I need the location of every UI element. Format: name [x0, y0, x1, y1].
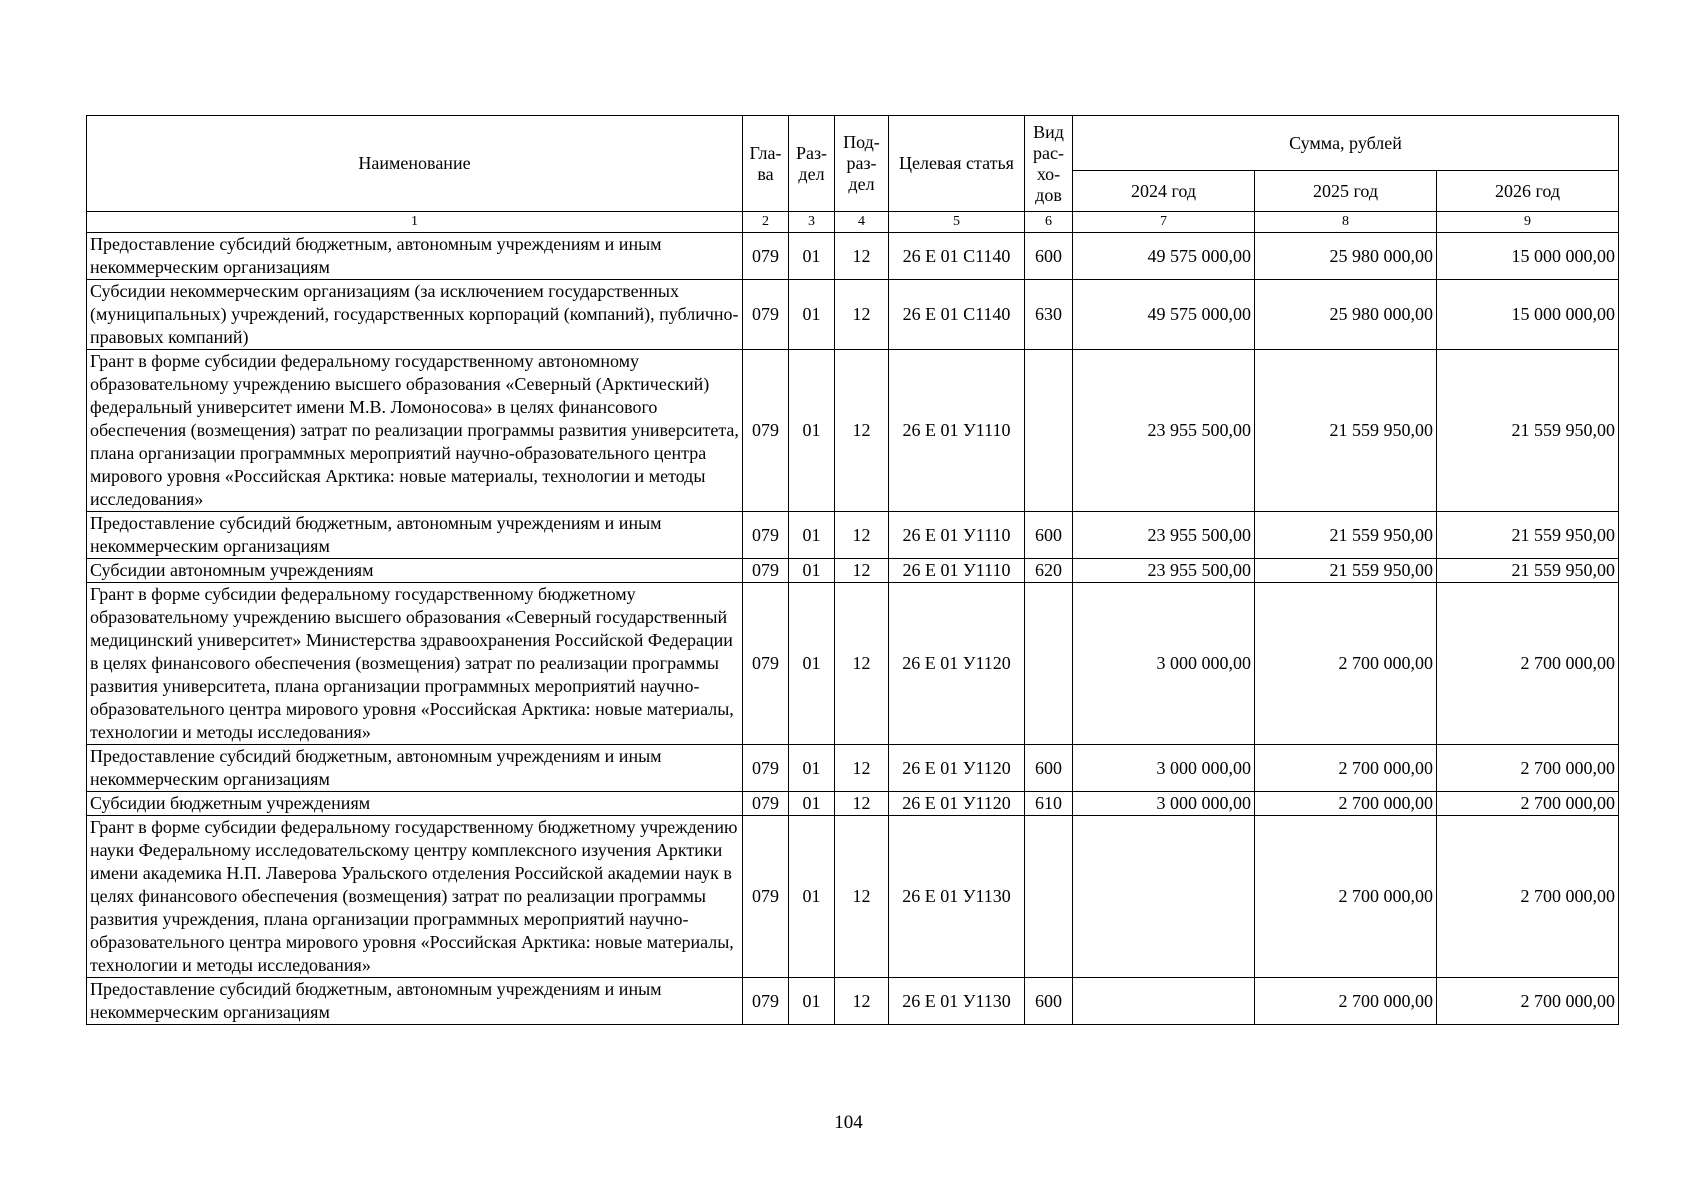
cell-razdel: 01 — [789, 583, 835, 745]
cell-amount-2026: 15 000 000,00 — [1437, 233, 1619, 280]
header-sum: Сумма, рублей — [1073, 116, 1619, 171]
cell-amount-2026: 2 700 000,00 — [1437, 745, 1619, 792]
table-row — [87, 792, 1619, 816]
table-row — [87, 280, 1619, 350]
table-row — [87, 745, 1619, 792]
cell-expense-type: 620 — [1025, 559, 1073, 583]
cell-name: Грант в форме субсидии федеральному государственному автономному образовательному учреждению высшего образования «Северный (Арктический) федеральный университет имени М.В. Ломоносова» в целях финансового обеспечения (возмещения) затрат по реализации программы развития университета, плана организации программных мероприятий научно-образовательного центра мирового уровня «Российская Арктика: новые материалы, технологии и методы исследования» — [87, 350, 743, 512]
cell-razdel: 01 — [789, 559, 835, 583]
cell-amount-2025: 2 700 000,00 — [1255, 583, 1437, 745]
column-number: 2 — [743, 212, 789, 233]
cell-amount-2026: 15 000 000,00 — [1437, 280, 1619, 350]
cell-podrazdel: 12 — [835, 350, 889, 512]
cell-name: Предоставление субсидий бюджетным, автономным учреждениям и иным некоммерческим организациям — [87, 745, 743, 792]
cell-expense-type — [1025, 583, 1073, 745]
cell-target-article: 26 Е 01 С1140 — [889, 233, 1025, 280]
column-number: 1 — [87, 212, 743, 233]
table-row — [87, 816, 1619, 978]
cell-name: Предоставление субсидий бюджетным, автономным учреждениям и иным некоммерческим организациям — [87, 512, 743, 559]
cell-amount-2024 — [1073, 978, 1255, 1025]
cell-glava: 079 — [743, 280, 789, 350]
cell-amount-2026: 21 559 950,00 — [1437, 350, 1619, 512]
cell-amount-2025: 2 700 000,00 — [1255, 792, 1437, 816]
cell-glava: 079 — [743, 233, 789, 280]
cell-name: Грант в форме субсидии федеральному государственному бюджетному учреждению науки Федеральному исследовательскому центру комплексного изучения Арктики имени академика Н.П. Лаверова Уральского отделения Российской академии наук в целях финансового обеспечения (возмещения) затрат по реализации программы развития учреждения, плана организации программных мероприятий научно-образовательного центра мирового уровня «Российская Арктика: новые материалы, технологии и методы исследования» — [87, 816, 743, 978]
budget-table-sheet — [86, 115, 1618, 1025]
cell-amount-2026: 21 559 950,00 — [1437, 512, 1619, 559]
cell-amount-2024: 23 955 500,00 — [1073, 559, 1255, 583]
column-number: 4 — [835, 212, 889, 233]
column-number: 3 — [789, 212, 835, 233]
table-row — [87, 978, 1619, 1025]
cell-podrazdel: 12 — [835, 280, 889, 350]
cell-amount-2025: 21 559 950,00 — [1255, 512, 1437, 559]
cell-podrazdel: 12 — [835, 816, 889, 978]
cell-amount-2024: 49 575 000,00 — [1073, 280, 1255, 350]
cell-amount-2024: 3 000 000,00 — [1073, 792, 1255, 816]
header-target-article: Целевая статья — [889, 116, 1025, 212]
cell-amount-2025: 2 700 000,00 — [1255, 745, 1437, 792]
cell-expense-type: 600 — [1025, 978, 1073, 1025]
cell-amount-2026: 2 700 000,00 — [1437, 792, 1619, 816]
cell-name: Предоставление субсидий бюджетным, автономным учреждениям и иным некоммерческим организациям — [87, 233, 743, 280]
cell-amount-2024: 49 575 000,00 — [1073, 233, 1255, 280]
header-name: Наименование — [87, 116, 743, 212]
cell-name: Предоставление субсидий бюджетным, автономным учреждениям и иным некоммерческим организациям — [87, 978, 743, 1025]
cell-expense-type: 600 — [1025, 233, 1073, 280]
cell-glava: 079 — [743, 816, 789, 978]
header-razdel: Раз-дел — [789, 116, 835, 212]
cell-razdel: 01 — [789, 280, 835, 350]
header-year-2026: 2026 год — [1437, 171, 1619, 212]
cell-amount-2026: 2 700 000,00 — [1437, 978, 1619, 1025]
cell-amount-2026: 2 700 000,00 — [1437, 816, 1619, 978]
cell-amount-2025: 25 980 000,00 — [1255, 233, 1437, 280]
cell-podrazdel: 12 — [835, 978, 889, 1025]
table-body — [87, 233, 1619, 1025]
cell-glava: 079 — [743, 350, 789, 512]
cell-target-article: 26 Е 01 У1120 — [889, 792, 1025, 816]
cell-podrazdel: 12 — [835, 583, 889, 745]
cell-glava: 079 — [743, 512, 789, 559]
header-year-2025: 2025 год — [1255, 171, 1437, 212]
cell-amount-2024 — [1073, 816, 1255, 978]
cell-razdel: 01 — [789, 816, 835, 978]
table-row — [87, 350, 1619, 512]
cell-amount-2025: 2 700 000,00 — [1255, 816, 1437, 978]
cell-amount-2025: 25 980 000,00 — [1255, 280, 1437, 350]
cell-amount-2024: 23 955 500,00 — [1073, 350, 1255, 512]
budget-table — [86, 115, 1619, 1025]
cell-glava: 079 — [743, 583, 789, 745]
cell-podrazdel: 12 — [835, 512, 889, 559]
cell-razdel: 01 — [789, 233, 835, 280]
column-number: 7 — [1073, 212, 1255, 233]
table-row — [87, 233, 1619, 280]
cell-target-article: 26 Е 01 С1140 — [889, 280, 1025, 350]
cell-podrazdel: 12 — [835, 745, 889, 792]
column-number: 8 — [1255, 212, 1437, 233]
cell-target-article: 26 Е 01 У1120 — [889, 745, 1025, 792]
cell-target-article: 26 Е 01 У1110 — [889, 350, 1025, 512]
cell-name: Субсидии бюджетным учреждениям — [87, 792, 743, 816]
cell-expense-type — [1025, 350, 1073, 512]
cell-glava: 079 — [743, 745, 789, 792]
cell-amount-2024: 3 000 000,00 — [1073, 745, 1255, 792]
cell-podrazdel: 12 — [835, 233, 889, 280]
cell-razdel: 01 — [789, 745, 835, 792]
cell-glava: 079 — [743, 559, 789, 583]
cell-amount-2024: 23 955 500,00 — [1073, 512, 1255, 559]
cell-razdel: 01 — [789, 792, 835, 816]
cell-expense-type: 630 — [1025, 280, 1073, 350]
header-glava: Гла-ва — [743, 116, 789, 212]
table-row — [87, 559, 1619, 583]
cell-name: Грант в форме субсидии федеральному государственному бюджетному образовательному учреждению высшего образования «Северный государственный медицинский университет» Министерства здравоохранения Российской Федерации в целях финансового обеспечения (возмещения) затрат по реализации программы развития университета, плана организации программных мероприятий научно-образовательного центра мирового уровня «Российская Арктика: новые материалы, технологии и методы исследования» — [87, 583, 743, 745]
header-year-2024: 2024 год — [1073, 171, 1255, 212]
cell-target-article: 26 Е 01 У1130 — [889, 978, 1025, 1025]
cell-amount-2025: 21 559 950,00 — [1255, 559, 1437, 583]
cell-amount-2025: 2 700 000,00 — [1255, 978, 1437, 1025]
cell-amount-2025: 21 559 950,00 — [1255, 350, 1437, 512]
table-row — [87, 512, 1619, 559]
cell-expense-type: 610 — [1025, 792, 1073, 816]
cell-amount-2026: 21 559 950,00 — [1437, 559, 1619, 583]
table-header — [87, 116, 1619, 233]
table-row — [87, 583, 1619, 745]
cell-podrazdel: 12 — [835, 559, 889, 583]
column-number: 5 — [889, 212, 1025, 233]
cell-razdel: 01 — [789, 512, 835, 559]
cell-razdel: 01 — [789, 350, 835, 512]
cell-target-article: 26 Е 01 У1120 — [889, 583, 1025, 745]
column-number: 6 — [1025, 212, 1073, 233]
cell-expense-type — [1025, 816, 1073, 978]
page-number: 104 — [834, 1112, 863, 1133]
cell-name: Субсидии некоммерческим организациям (за исключением государственных (муниципальных) учреждений, государственных корпораций (компаний), публично-правовых компаний) — [87, 280, 743, 350]
header-podrazdel: Под-раз-дел — [835, 116, 889, 212]
cell-amount-2026: 2 700 000,00 — [1437, 583, 1619, 745]
cell-target-article: 26 Е 01 У1110 — [889, 512, 1025, 559]
cell-podrazdel: 12 — [835, 792, 889, 816]
header-expense-type: Вид рас-хо-дов — [1025, 116, 1073, 212]
cell-expense-type: 600 — [1025, 512, 1073, 559]
cell-razdel: 01 — [789, 978, 835, 1025]
column-number: 9 — [1437, 212, 1619, 233]
cell-name: Субсидии автономным учреждениям — [87, 559, 743, 583]
cell-glava: 079 — [743, 792, 789, 816]
cell-amount-2024: 3 000 000,00 — [1073, 583, 1255, 745]
cell-target-article: 26 Е 01 У1110 — [889, 559, 1025, 583]
cell-expense-type: 600 — [1025, 745, 1073, 792]
cell-target-article: 26 Е 01 У1130 — [889, 816, 1025, 978]
cell-glava: 079 — [743, 978, 789, 1025]
